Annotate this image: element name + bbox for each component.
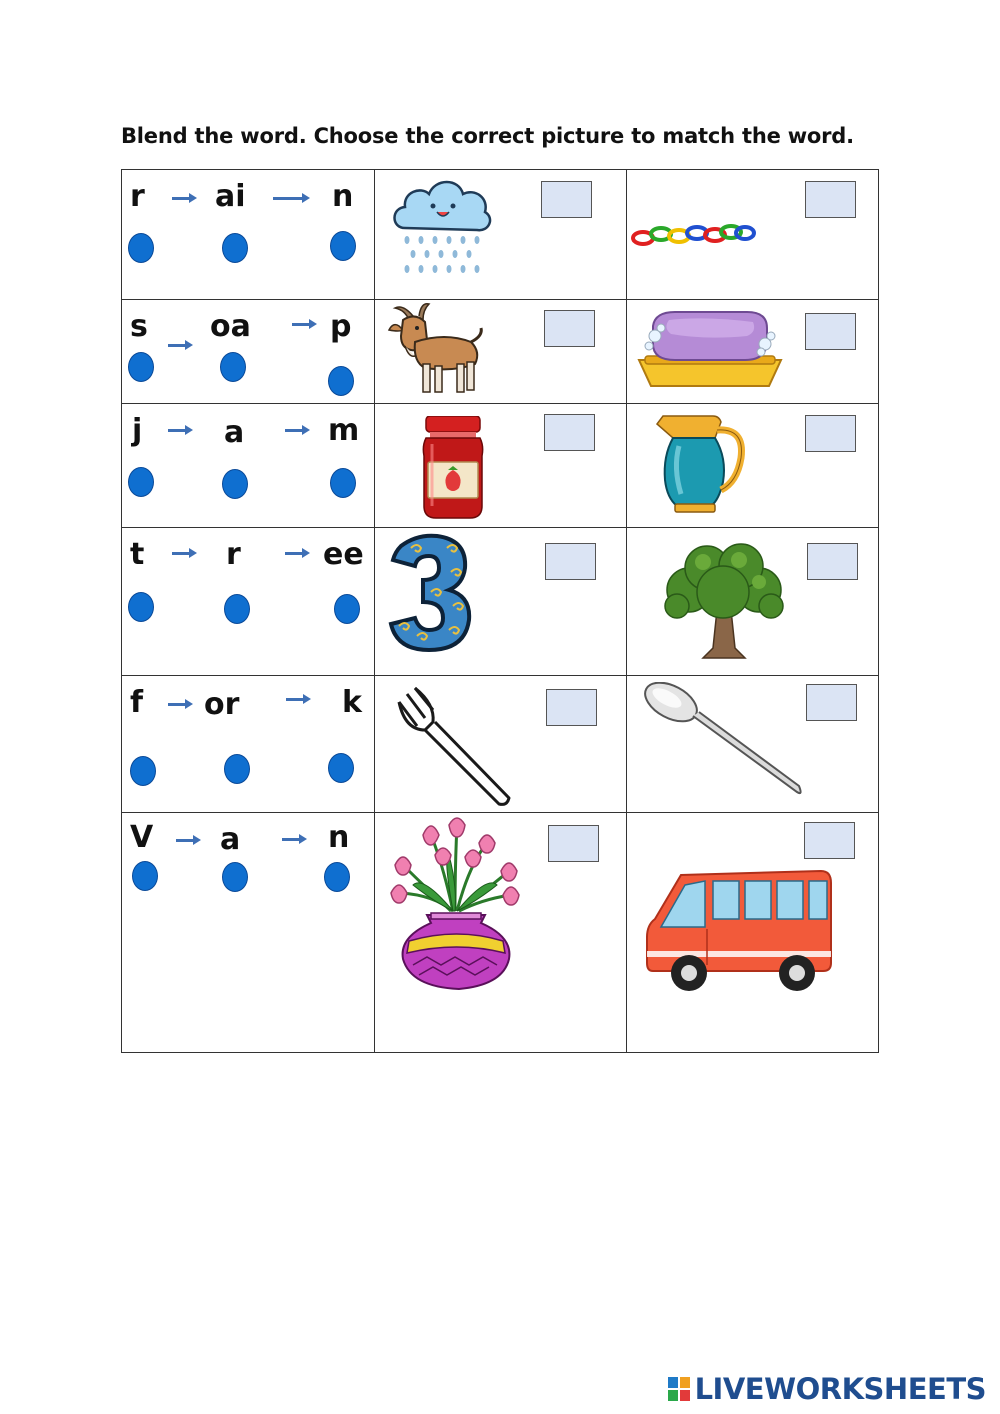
picture-option-cell (375, 404, 628, 528)
answer-checkbox[interactable] (544, 414, 595, 451)
sound-1: V (130, 820, 154, 855)
chain-icon (631, 220, 757, 250)
sound-dot[interactable] (328, 753, 354, 783)
picture-option-cell (375, 170, 628, 300)
number-three-icon (387, 532, 475, 652)
sound-dot[interactable] (132, 861, 158, 891)
flower-vase-icon (383, 815, 529, 995)
arrow-icon (282, 838, 300, 841)
table-row (122, 300, 879, 404)
sound-cell (122, 813, 375, 1053)
arrow-icon (168, 429, 186, 432)
picture-option-cell (375, 676, 628, 813)
answer-checkbox[interactable] (805, 313, 856, 350)
sound-3: m (328, 413, 360, 448)
sound-3: p (330, 309, 352, 344)
sound-3: n (332, 179, 354, 214)
arrow-icon (286, 698, 304, 701)
table-row (122, 676, 879, 813)
brand-name: LIVEWORKSHEETS (694, 1372, 986, 1406)
sound-cell (122, 528, 375, 676)
sound-dot[interactable] (128, 467, 154, 497)
table-row (122, 528, 879, 676)
sound-dot[interactable] (222, 469, 248, 499)
sound-1: s (130, 309, 148, 344)
arrow-icon (168, 703, 186, 706)
picture-option-cell (375, 528, 628, 676)
picture-option-cell (627, 528, 879, 676)
sound-dot[interactable] (220, 352, 246, 382)
goat-icon (385, 302, 485, 400)
picture-option-cell (627, 676, 879, 813)
sound-dot[interactable] (222, 233, 248, 263)
jug-icon (653, 412, 747, 514)
blending-table (121, 169, 879, 1053)
sound-dot[interactable] (224, 594, 250, 624)
van-icon (645, 867, 835, 1005)
soap-icon (635, 306, 785, 396)
table-row (122, 170, 879, 300)
sound-2: a (224, 415, 245, 450)
sound-3: k (342, 685, 362, 720)
picture-option-cell (627, 170, 879, 300)
sound-cell (122, 404, 375, 528)
answer-checkbox[interactable] (805, 415, 856, 452)
sound-dot[interactable] (222, 862, 248, 892)
instruction-text: Blend the word. Choose the correct picture to match the word. (121, 124, 854, 148)
answer-checkbox[interactable] (546, 689, 597, 726)
arrow-icon (292, 323, 310, 326)
table-row (122, 813, 879, 1053)
answer-checkbox[interactable] (544, 310, 595, 347)
spoon-icon (641, 682, 807, 800)
sound-dot[interactable] (130, 756, 156, 786)
arrow-icon (285, 552, 303, 555)
sound-2: or (204, 687, 240, 722)
liveworksheets-brand[interactable] (668, 1372, 986, 1406)
sound-dot[interactable] (324, 862, 350, 892)
sound-dot[interactable] (128, 352, 154, 382)
sound-2: oa (210, 309, 251, 344)
sound-dot[interactable] (128, 592, 154, 622)
rain-cloud-icon (389, 174, 495, 284)
answer-checkbox[interactable] (804, 822, 855, 859)
sound-cell (122, 170, 375, 300)
sound-dot[interactable] (224, 754, 250, 784)
sound-1: f (130, 685, 144, 720)
answer-checkbox[interactable] (541, 181, 592, 218)
arrow-icon (172, 197, 190, 200)
picture-option-cell (627, 404, 879, 528)
sound-dot[interactable] (334, 594, 360, 624)
table-row (122, 404, 879, 528)
sound-2: a (220, 822, 241, 857)
answer-checkbox[interactable] (548, 825, 599, 862)
sound-1: r (130, 179, 145, 214)
sound-dot[interactable] (128, 233, 154, 263)
answer-checkbox[interactable] (806, 684, 857, 721)
picture-option-cell (627, 813, 879, 1053)
sound-1: j (132, 413, 143, 448)
sound-2: ai (215, 179, 246, 214)
sound-3: ee (323, 537, 364, 572)
tree-icon (663, 540, 787, 660)
sound-dot[interactable] (330, 231, 356, 261)
arrow-icon (172, 552, 190, 555)
sound-dot[interactable] (328, 366, 354, 396)
picture-option-cell (375, 813, 628, 1053)
picture-option-cell (375, 300, 628, 404)
answer-checkbox[interactable] (807, 543, 858, 580)
sound-3: n (328, 820, 350, 855)
sound-1: t (130, 537, 145, 572)
arrow-icon (176, 839, 194, 842)
fork-icon (395, 686, 515, 808)
liveworksheets-logo-icon (668, 1377, 690, 1401)
answer-checkbox[interactable] (805, 181, 856, 218)
arrow-icon (285, 429, 303, 432)
arrow-icon (273, 197, 303, 200)
arrow-icon (168, 344, 186, 347)
picture-option-cell (627, 300, 879, 404)
sound-cell (122, 300, 375, 404)
sound-dot[interactable] (330, 468, 356, 498)
sound-2: r (226, 537, 241, 572)
answer-checkbox[interactable] (545, 543, 596, 580)
jam-jar-icon (420, 416, 486, 524)
sound-cell (122, 676, 375, 813)
